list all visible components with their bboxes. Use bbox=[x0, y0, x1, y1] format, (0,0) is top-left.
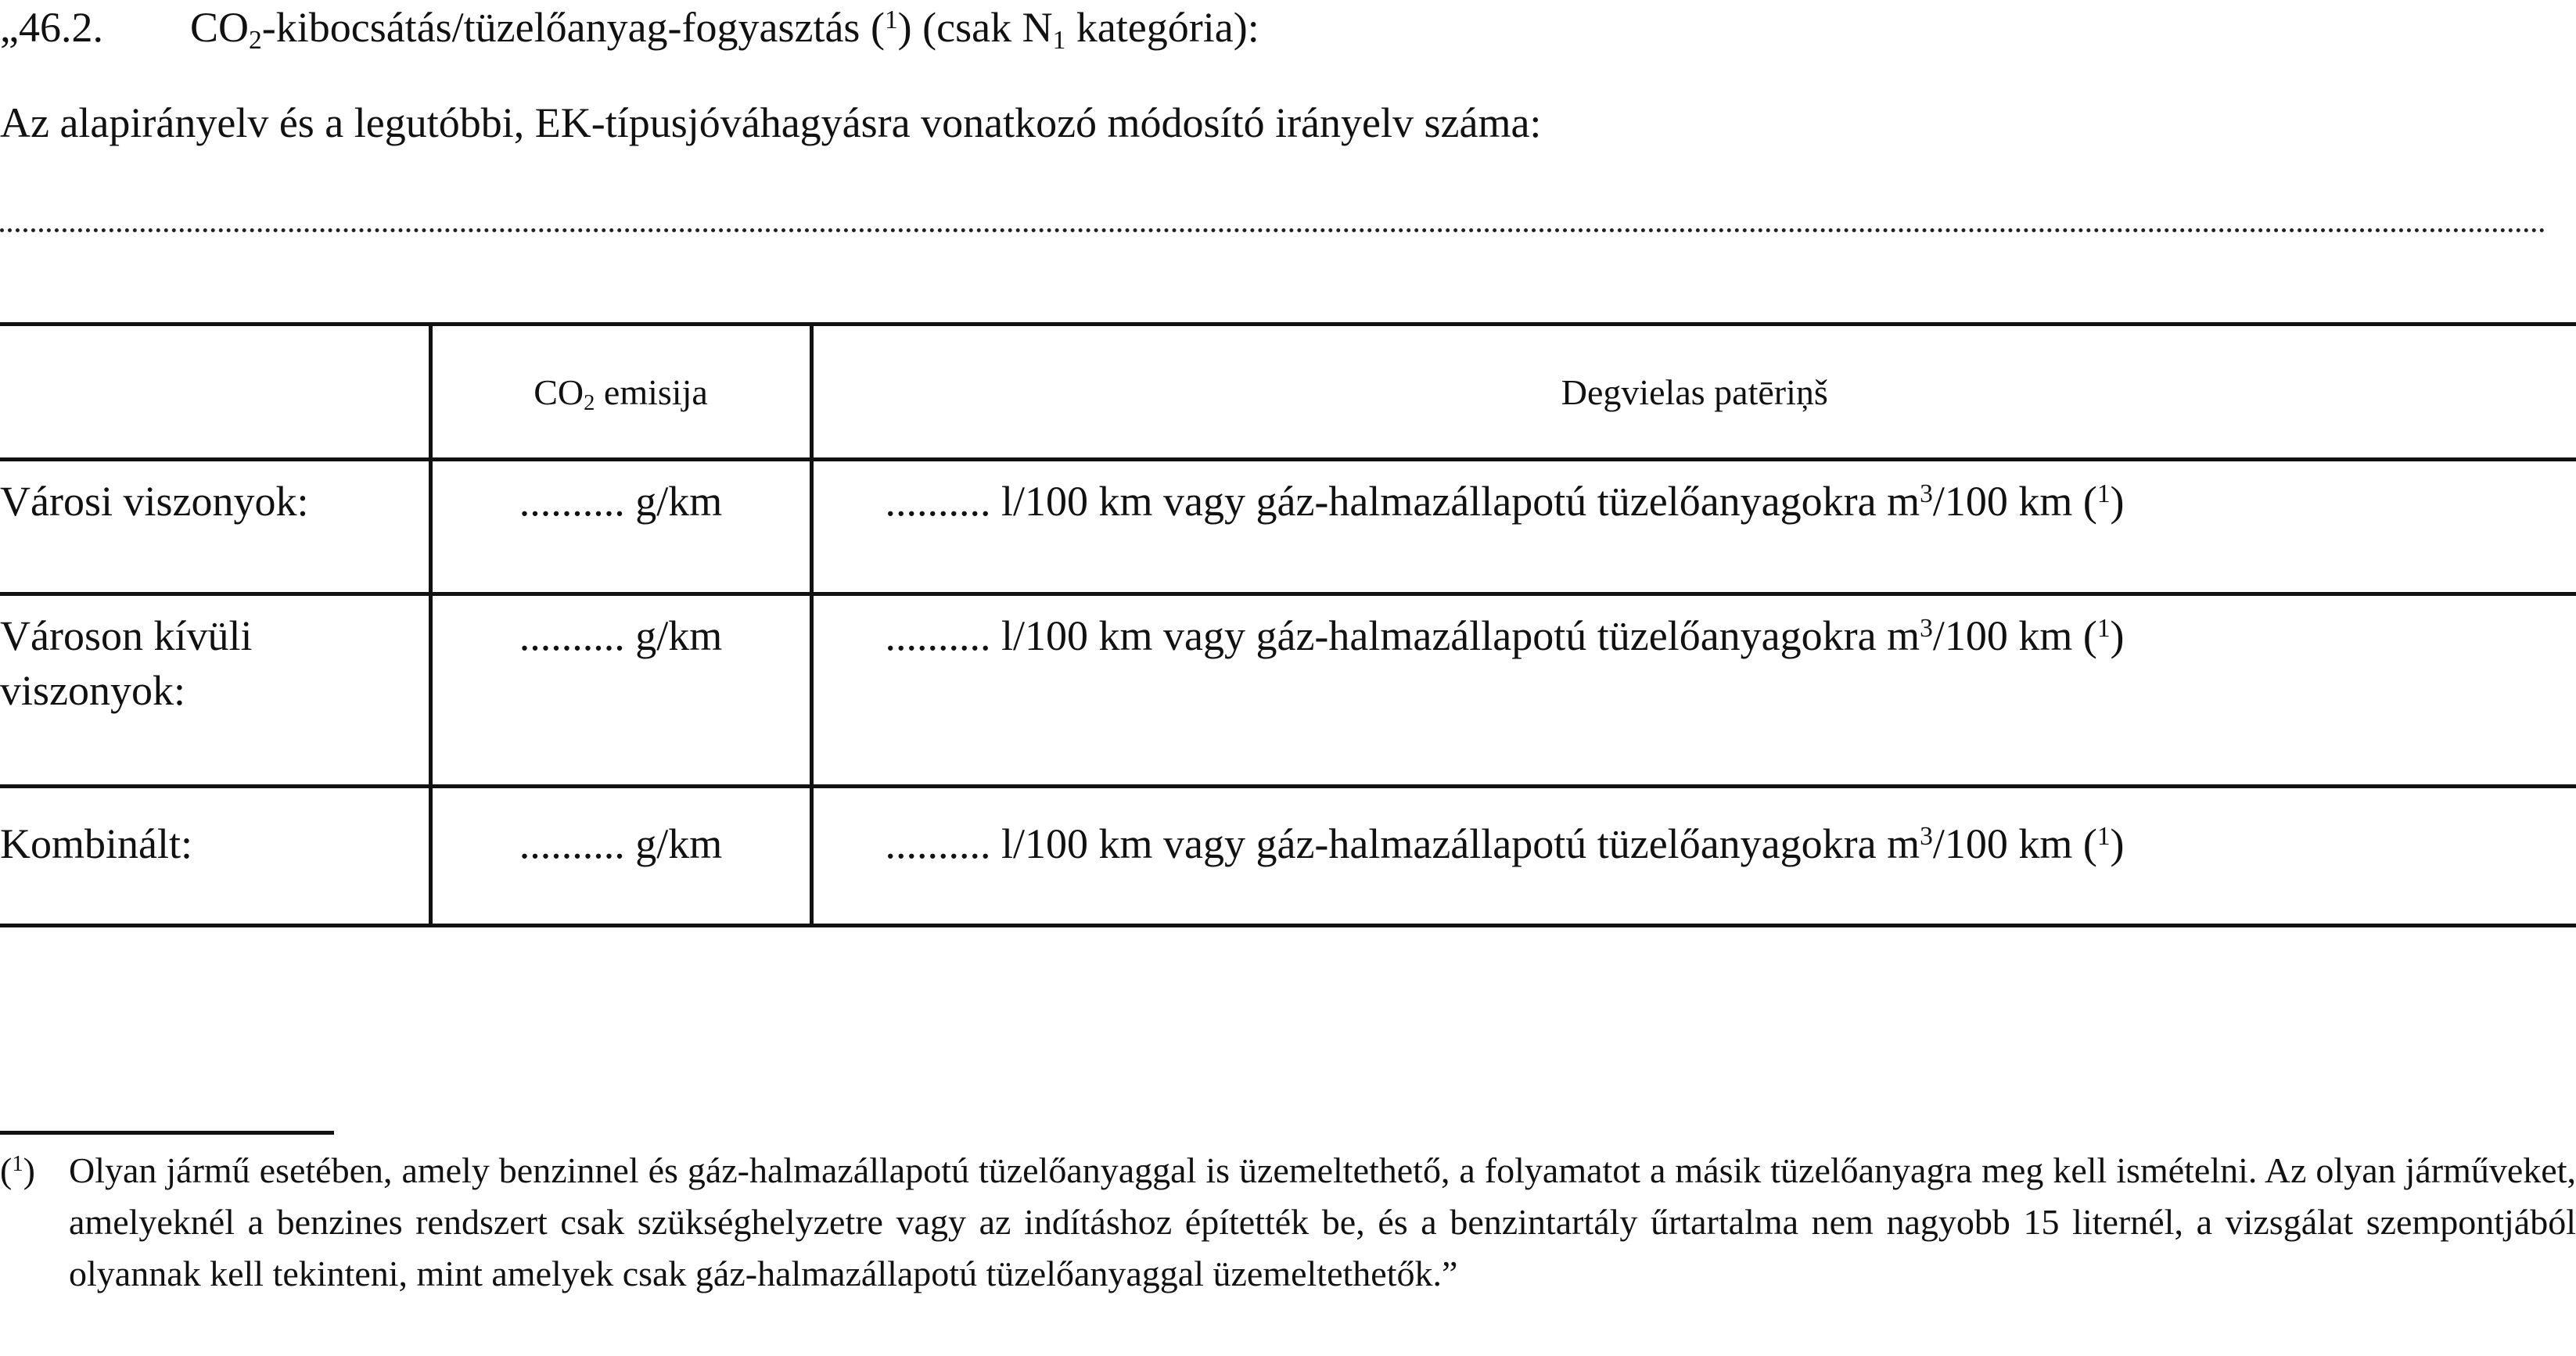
row-fuel-value bbox=[811, 460, 2576, 594]
heading-title-part2: ) (csak N bbox=[897, 4, 1053, 51]
heading-footnote-ref: 1 bbox=[884, 5, 898, 34]
footnote-marker-open: ( bbox=[0, 1150, 13, 1190]
fuel-text: .......... l/100 km vagy gáz-halmazállapotú tüzelőanyagokra m bbox=[885, 478, 1920, 525]
fuel-close-paren: ) bbox=[2110, 478, 2125, 525]
row-label: Városi viszonyok: bbox=[0, 460, 430, 594]
fuel-close-paren: ) bbox=[2110, 820, 2125, 867]
intro-text: Az alapirányelv és a legutóbbi, EK-típusjóváhagyásra vonatkozó módosító irányelv száma: bbox=[0, 99, 1542, 146]
heading-co: CO bbox=[190, 4, 250, 51]
heading-title: -kibocsátás/tüzelőanyag-fogyasztás ( bbox=[261, 4, 885, 51]
fuel-unit-text: /100 km ( bbox=[1932, 820, 2097, 867]
header-fuel-consumption: Degvielas patēriņš bbox=[811, 325, 2576, 460]
table-header-row bbox=[0, 325, 2576, 460]
header-co2-emission bbox=[430, 325, 811, 460]
header-emission-text: emisija bbox=[595, 371, 708, 412]
section-number: „46.2. bbox=[0, 4, 103, 51]
table-row bbox=[0, 787, 2576, 926]
row-co2-value: .......... g/km bbox=[430, 594, 811, 787]
table-row bbox=[0, 460, 2576, 594]
row-fuel-value bbox=[811, 594, 2576, 787]
fuel-text: .......... l/100 km vagy gáz-halmazállapotú tüzelőanyagokra m bbox=[885, 820, 1920, 867]
cubic-superscript: 3 bbox=[1920, 613, 1933, 643]
heading-co-subscript: 2 bbox=[249, 26, 262, 56]
row-label: Kombinált: bbox=[0, 787, 430, 926]
footnote-ref: 1 bbox=[2096, 821, 2111, 851]
header-co2-text: CO bbox=[534, 371, 584, 412]
fuel-unit-text: /100 km ( bbox=[1932, 612, 2097, 659]
footnote-text: Olyan jármű esetében, amely benzinnel és gáz-halmazállapotú tüzelőanyaggal is üzemeltethető, a folyamatot a másik tüzelőanyagra meg kell ismételni. Az olyan járműveket, amelyeknél a benzines rendszert csak szükséghelyzetre vagy az indításhoz építették be, és a benzintartály űrtartalma nem nagyobb 15 liternél, a vizsgálat szempontjából olyannak kell tekinteni, mint amelyek csak gáz-halmazállapotú tüzelőanyaggal üzemeltethetők.” bbox=[69, 1150, 2576, 1293]
emission-table bbox=[0, 322, 2576, 927]
row-co2-value: .......... g/km bbox=[430, 787, 811, 926]
heading-title-part3: kategória): bbox=[1065, 4, 1259, 51]
row-fuel-value bbox=[811, 787, 2576, 926]
fuel-text: .......... l/100 km vagy gáz-halmazállapotú tüzelőanyagokra m bbox=[885, 612, 1920, 659]
fill-in-dotted-line bbox=[0, 228, 2546, 232]
cubic-superscript: 3 bbox=[1920, 821, 1933, 851]
fuel-unit-text: /100 km ( bbox=[1932, 478, 2097, 525]
section-heading bbox=[0, 0, 1259, 55]
footnote-marker-number: 1 bbox=[12, 1152, 23, 1177]
row-co2-value: .......... g/km bbox=[430, 460, 811, 594]
footnote-marker bbox=[0, 1145, 35, 1196]
footnote-separator bbox=[0, 1131, 334, 1135]
table-row bbox=[0, 594, 2576, 787]
row-label: Városon kívüli viszonyok: bbox=[0, 594, 430, 787]
fuel-close-paren: ) bbox=[2110, 612, 2125, 659]
footnote bbox=[0, 1145, 2576, 1300]
cubic-superscript: 3 bbox=[1920, 479, 1933, 508]
footnote-marker-close: ) bbox=[23, 1150, 35, 1190]
heading-n-subscript: 1 bbox=[1052, 26, 1066, 56]
footnote-ref: 1 bbox=[2096, 479, 2111, 508]
header-co2-subscript: 2 bbox=[584, 391, 595, 416]
header-empty-cell bbox=[0, 325, 430, 460]
footnote-ref: 1 bbox=[2096, 613, 2111, 643]
